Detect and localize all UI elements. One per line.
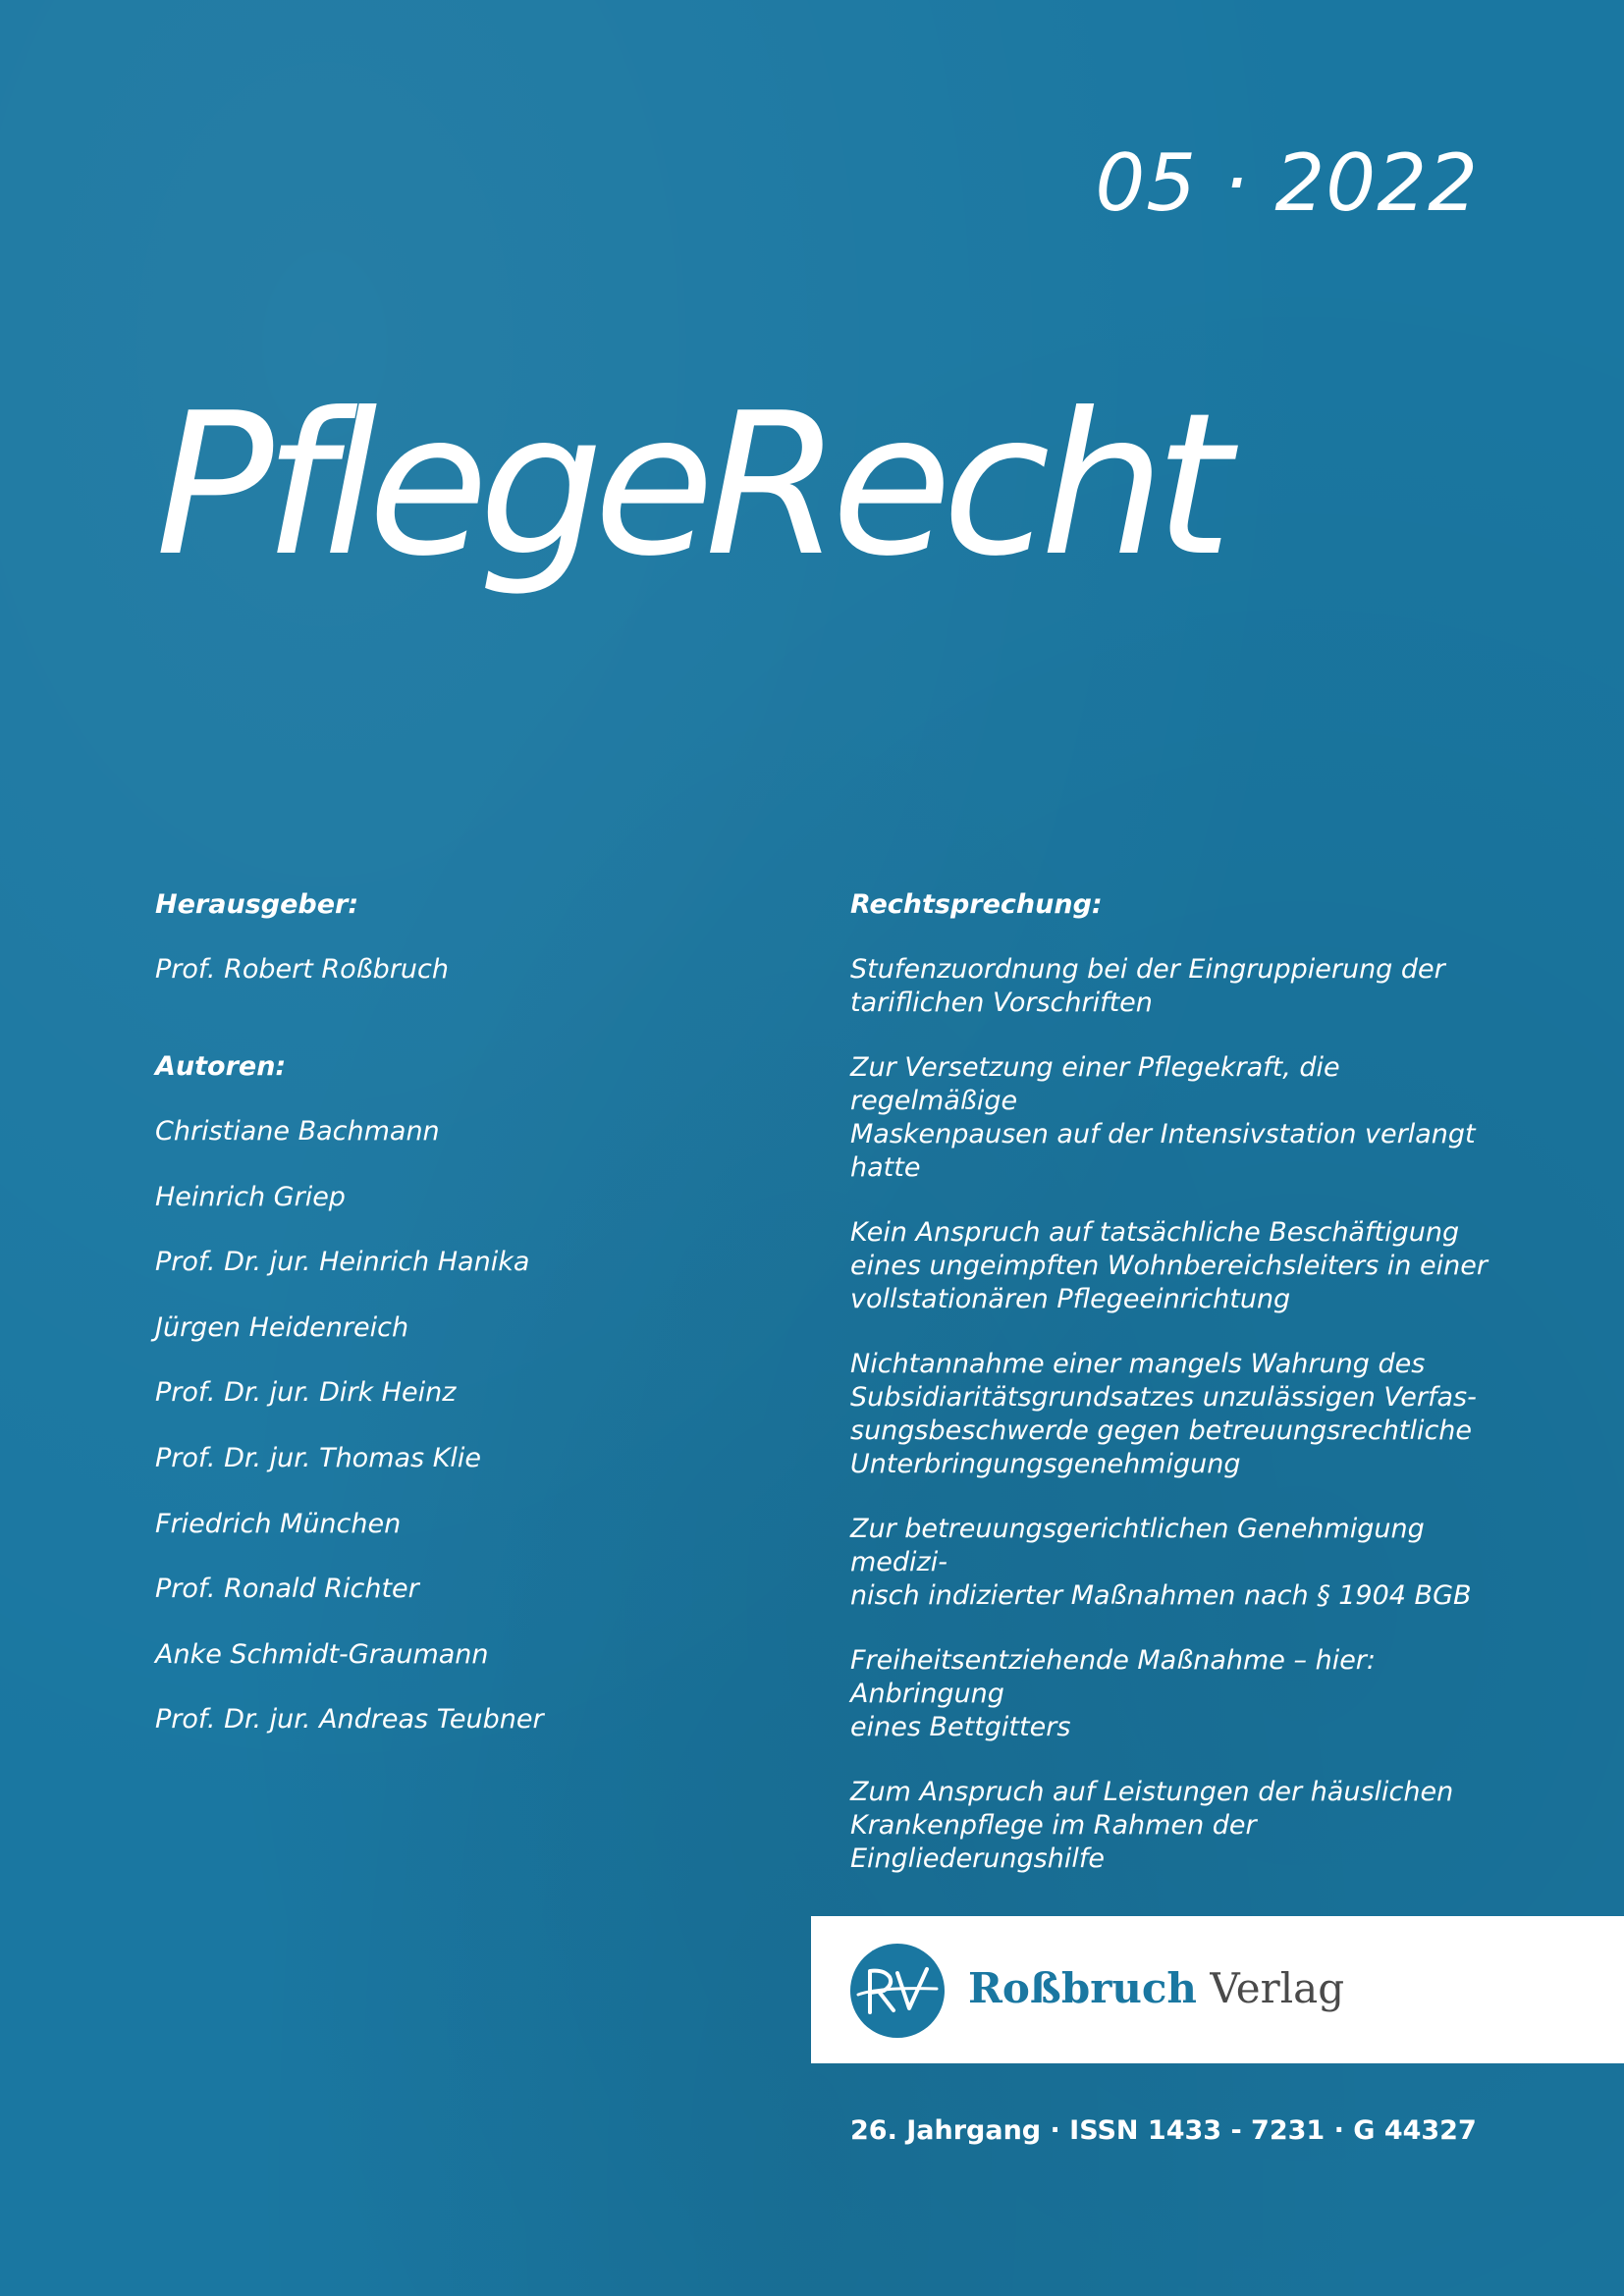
author-name: Prof. Dr. jur. Dirk Heinz (155, 1377, 457, 1409)
issn-line: 26. Jahrgang · ISSN 1433 - 7231 · G 44327 (850, 2115, 1477, 2146)
publisher-name-main: Roßbruch (968, 1964, 1197, 2012)
publisher-name-sub: Verlag (1210, 1964, 1345, 2012)
journal-title: PflegeRecht (155, 371, 1222, 600)
issue-number: 05 · 2022 (1095, 137, 1479, 229)
case-law-item (850, 1776, 1489, 1876)
case-law-line: Krankenpflege im Rahmen der Eingliederungshilfe (850, 1810, 1257, 1874)
case-law-item (850, 953, 1489, 1020)
case-law-item (850, 1513, 1489, 1613)
case-law-item (850, 1216, 1489, 1316)
editor-name: Prof. Robert Roßbruch (155, 954, 449, 985)
author-name: Christiane Bachmann (155, 1116, 440, 1147)
publisher-logo-box (811, 1916, 1624, 2063)
author-name: Prof. Ronald Richter (155, 1574, 419, 1605)
case-law-item (850, 1644, 1489, 1744)
case-law-line: Subsidiaritätsgrundsatzes unzulässigen Verfas- (850, 1382, 1477, 1413)
author-name: Jürgen Heidenreich (155, 1311, 409, 1343)
case-law-line: Nichtannahme einer mangels Wahrung des (850, 1349, 1426, 1379)
authors-label: Autoren: (155, 1051, 287, 1082)
case-law-line: Kein Anspruch auf tatsächliche Beschäftigung (850, 1217, 1460, 1248)
case-law-line: eines Bettgitters (850, 1712, 1071, 1742)
author-name: Friedrich München (155, 1508, 402, 1539)
editor-label: Herausgeber: (155, 889, 359, 920)
case-law-line: nisch indizierter Maßnahmen nach § 1904 BGB (850, 1580, 1472, 1611)
case-law-line: Zum Anspruch auf Leistungen der häuslichen (850, 1777, 1454, 1807)
case-law-item (850, 1348, 1489, 1481)
case-law-line: tariflichen Vorschriften (850, 988, 1153, 1018)
case-law-label: Rechtsprechung: (850, 889, 1103, 920)
case-law-line: hatte (850, 1152, 921, 1183)
case-law-line: Maskenpausen auf der Intensivstation verlangt (850, 1119, 1476, 1149)
case-law-line: eines ungeimpften Wohnbereichsleiters in einer (850, 1251, 1488, 1281)
case-law-line: Freiheitsentziehende Maßnahme – hier: Anbringung (850, 1645, 1377, 1709)
author-name: Heinrich Griep (155, 1181, 346, 1212)
publisher-logo-icon (850, 1944, 945, 2038)
contributors-column (155, 888, 784, 1769)
author-name: Prof. Dr. jur. Heinrich Hanika (155, 1247, 530, 1278)
case-law-column (850, 888, 1489, 1907)
author-name: Prof. Dr. jur. Andreas Teubner (155, 1704, 544, 1735)
case-law-line: Stufenzuordnung bei der Eingruppierung der (850, 954, 1445, 985)
case-law-line: Zur Versetzung einer Pflegekraft, die regelmäßige (850, 1052, 1340, 1116)
case-law-line: sungsbeschwerde gegen betreuungsrechtliche (850, 1415, 1473, 1446)
case-law-line: Unterbringungsgenehmigung (850, 1449, 1241, 1479)
author-name: Anke Schmidt-Graumann (155, 1638, 489, 1670)
author-name: Prof. Dr. jur. Thomas Klie (155, 1442, 482, 1473)
case-law-line: vollstationären Pflegeeinrichtung (850, 1284, 1291, 1314)
publisher-name (968, 1963, 1344, 2014)
case-law-line: Zur betreuungsgerichtlichen Genehmigung medizi- (850, 1514, 1425, 1577)
case-law-item (850, 1051, 1489, 1185)
